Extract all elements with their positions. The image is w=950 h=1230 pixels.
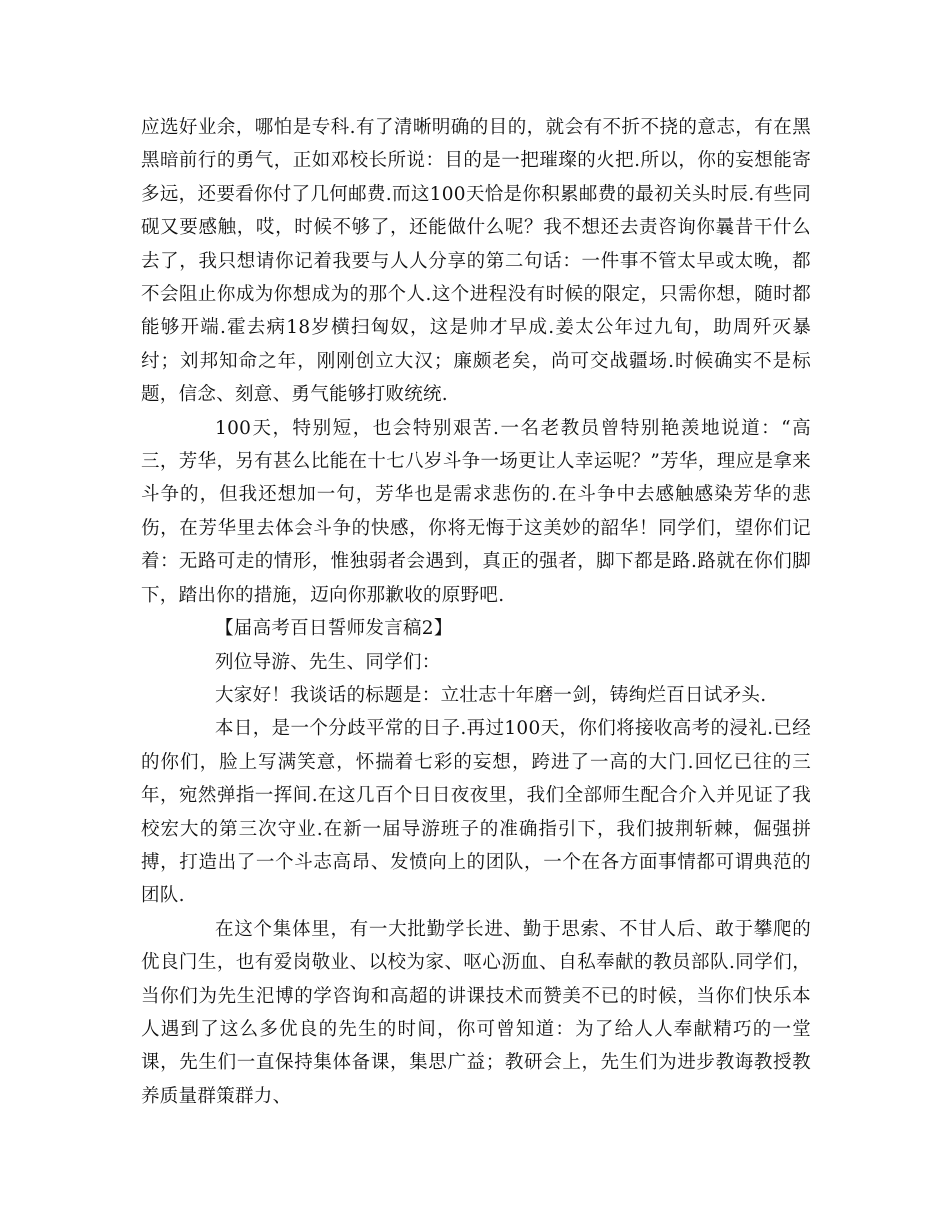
paragraph-1: 应选好业余，哪怕是专科.有了清晰明确的目的，就会有不折不挠的意志，有在黑黑暗前行的勇气，正如邓校长所说：目的是一把璀璨的火把.所以，你的妄想能寄多远，还要看你付了几何邮费.而这100天恰是你积累邮费的最初关头时辰.有些同砚又要感触，哎，时候不够了，还能做什么呢？我不想还去责咨询你曩昔干什么去了，我只想请你记着我要与人人分享的第二句话：一件事不管太早或太晚，都不会阻止你成为你想成为的那个人.这个进程没有时候的限定，只需你想，随时都能够开端.霍去病18岁横扫匈奴，这是帅才早成.姜太公年过九旬，助周歼灭暴纣；刘邦知命之年，刚刚创立大汉；廉颇老矣，尚可交战疆场.时候确实不是标题，信念、刻意、勇气能够打败统统. xyxy=(141,117,811,406)
greeting-line: 大家好！我谈话的标题是：立壮志十年磨一剑，铸绚烂百日试矛头. xyxy=(215,684,767,706)
document-body xyxy=(141,111,811,1113)
salutation: 列位导游、先生、同学们： xyxy=(215,651,441,673)
paragraph-2: 100天，特别短，也会特别艰苦.一名老教员曾特别艳羡地说道：“高三，芳华，另有甚么比能在十七八岁斗争一场更让人幸运呢？”芳华，理应是拿来斗争的，但我还想加一句，芳华也是需求悲伤的.在斗争中去感触感染芳华的悲伤，在芳华里去体会斗争的快感，你将无悔于这美妙的韶华！同学们，望你们记着：无路可走的情形，惟独弱者会遇到，真正的强者，脚下都是路.路就在你们脚下，踏出你的措施，迈向你那歉收的原野吧. xyxy=(141,417,811,606)
section-heading: 【届高考百日誓师发言稿2】 xyxy=(215,618,453,640)
paragraph-3: 本日，是一个分歧平常的日子.再过100天，你们将接收高考的浸礼.已经的你们，脸上写满笑意，怀揣着七彩的妄想，跨进了一高的大门.回忆已往的三年，宛然弹指一挥间.在这几百个日日夜夜里，我们全部师生配合介入并见证了我校宏大的第三次守业.在新一届导游班子的准确指引下，我们披荆斩棘，倔强拼搏，打造出了一个斗志高昂、发愤向上的团队，一个在各方面事情都可谓典范的团队. xyxy=(141,718,811,907)
paragraph-4: 在这个集体里，有一大批勤学长进、勤于思索、不甘人后、敢于攀爬的优良门生，也有爱岗敬业、以校为家、呕心沥血、自私奉献的教员部队.同学们，当你们为先生汜博的学咨询和高超的讲课技术而赞美不已的时候，当你们快乐本人遇到了这么多优良的先生的时间，你可曾知道：为了给人人奉献精巧的一堂课，先生们一直保持集体备课，集思广益；教研会上，先生们为进步教诲教授教养质量群策群力、 xyxy=(141,918,811,1107)
